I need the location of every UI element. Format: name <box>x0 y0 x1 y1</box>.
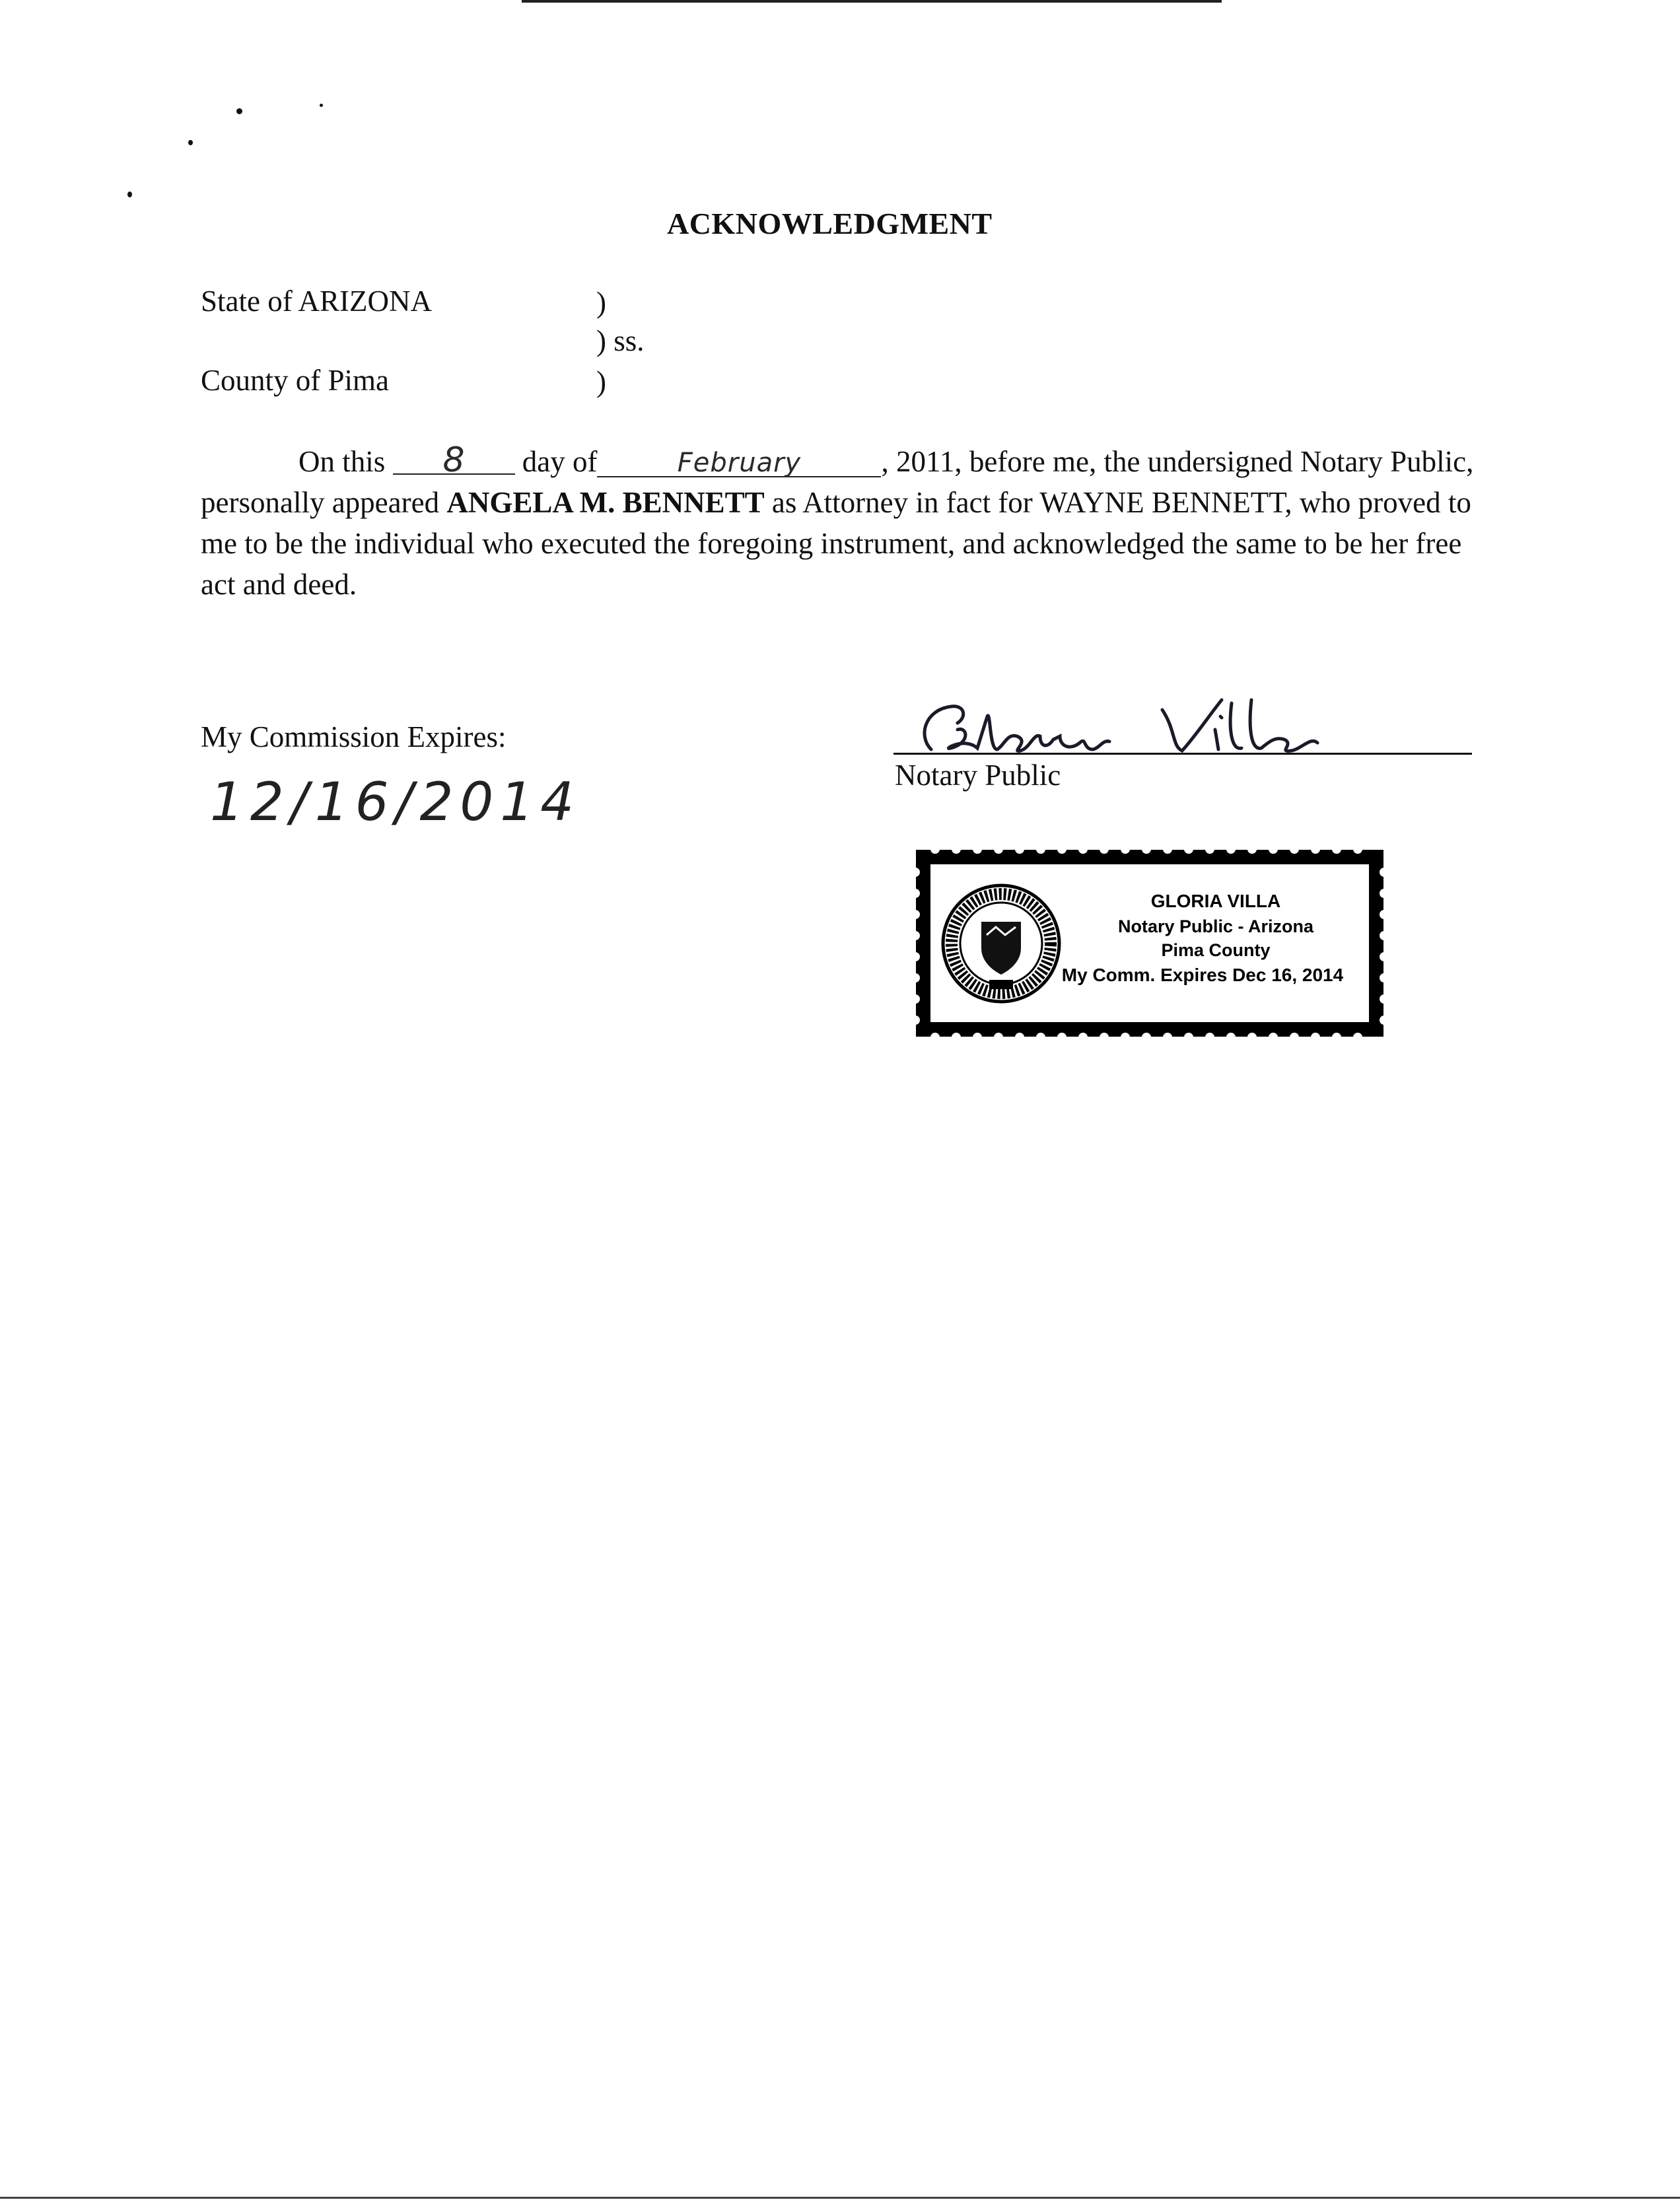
commission-date-handwritten: 12/16/2014 <box>210 771 581 833</box>
month-handwritten-field: February <box>597 450 881 477</box>
commission-label: My Commission Expires: <box>201 720 507 753</box>
on-this-text: On this <box>298 445 386 478</box>
acknowledgment-paragraph <box>201 441 1488 605</box>
scan-speck <box>320 104 323 107</box>
signature-line <box>893 753 1472 755</box>
county-label: County of Pima <box>201 364 390 397</box>
state-label: State of ARIZONA <box>201 285 432 318</box>
scan-edge-bottom <box>0 2197 1680 2199</box>
appearer-name: ANGELA M. BENNETT <box>446 486 765 519</box>
paragraph-rest: as Attorney in fact for WAYNE BENNETT, who proved to me to be the individual who executed the foregoing instrument, and acknowledged the same to be her free act and deed. <box>201 486 1471 601</box>
stamp-county: Pima County <box>1161 940 1271 960</box>
stamp-expiration: My Comm. Expires Dec 16, 2014 <box>1061 965 1344 985</box>
date-continuation-text: , 2011, before me, the undersigned Notary Public, personally appeared <box>201 445 1474 519</box>
arizona-seal-icon <box>943 885 1059 1002</box>
venue-paren: ) <box>596 286 606 319</box>
day-of-text: day of <box>522 445 598 478</box>
notary-signature <box>905 690 1367 769</box>
day-handwritten-field: 8 <box>393 447 515 475</box>
document-title: ACKNOWLEDGMENT <box>667 207 993 240</box>
venue-paren: ) <box>596 365 606 398</box>
stamp-title: Notary Public - Arizona <box>1117 916 1314 936</box>
notary-caption: Notary Public <box>895 759 1061 792</box>
stamp-name: GLORIA VILLA <box>1150 891 1281 911</box>
notary-stamp <box>915 849 1384 1037</box>
venue-paren-ss: ) ss. <box>596 324 645 357</box>
scan-speck <box>127 191 132 197</box>
scan-speck <box>236 108 242 114</box>
scan-speck <box>188 140 193 145</box>
scan-edge-top <box>522 0 1222 3</box>
